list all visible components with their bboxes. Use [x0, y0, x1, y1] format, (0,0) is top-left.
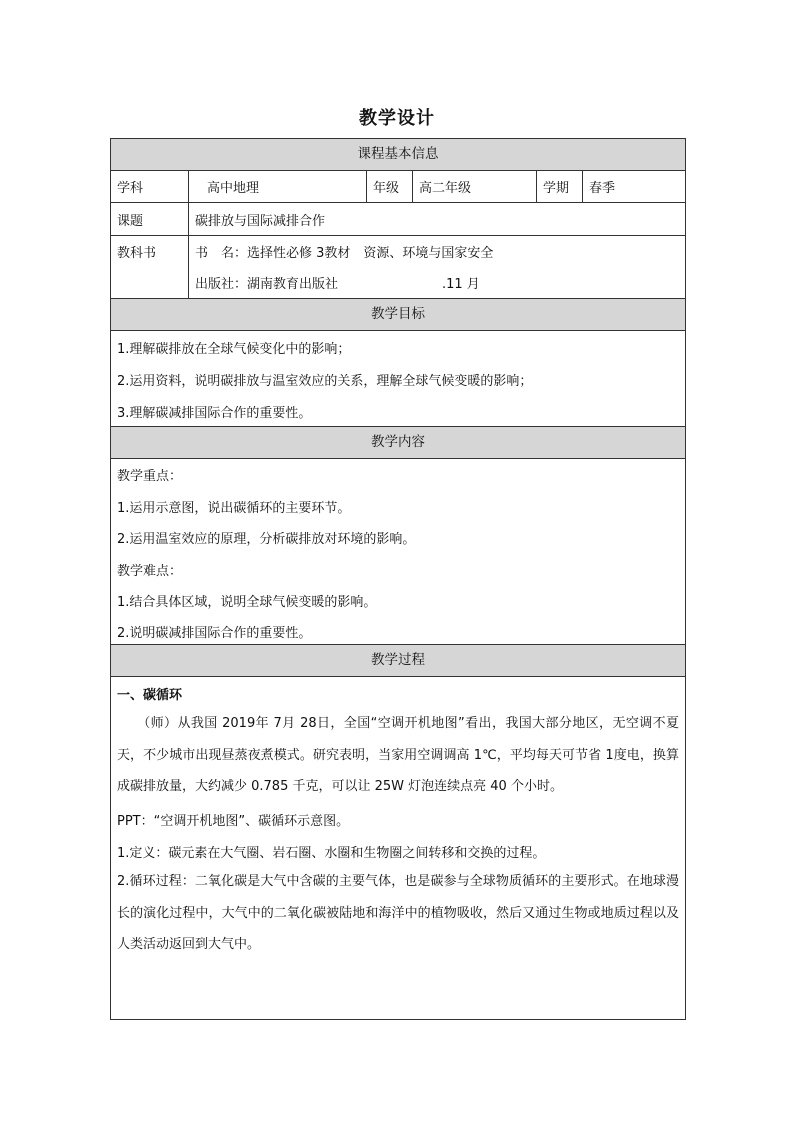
- subject-value: 高中地理: [189, 171, 367, 202]
- key-point-item: 2.运用温室效应的原理，分析碳排放对环境的影响。: [117, 532, 416, 547]
- topic-row: [111, 203, 685, 236]
- objectives-header-label: 教学目标: [371, 306, 425, 322]
- process-header-label: 教学过程: [371, 652, 425, 668]
- topic-value: 碳排放与国际减排合作: [195, 213, 326, 229]
- textbook-label: 教科书: [111, 236, 189, 298]
- content-header-label: 教学内容: [371, 434, 425, 450]
- grade-value: 高二年级: [413, 171, 537, 202]
- term-value: 春季: [589, 181, 616, 196]
- grade-label: 年级: [367, 171, 413, 202]
- textbook-name: 书 名：选择性必修 3教材 资源、环境与国家安全: [195, 246, 494, 261]
- content-header: [111, 427, 685, 459]
- textbook-row: [111, 236, 685, 299]
- topic-label: 课题: [111, 203, 189, 235]
- cycle-paragraph: 2.循环过程：二氧化碳是大气中含碳的主要气体，也是碳参与全球物质循环的主要形式。在地球漫长的演化过程中，大气中的二氧化碳被陆地和海洋中的植物吸收，然后又通过生物或地质过程以及人类活动返回到大气中。: [117, 874, 679, 952]
- objectives-header: [111, 299, 685, 331]
- objective-item: 2.运用资料，说明碳排放与温室效应的关系，理解全球气候变暖的影响；: [117, 374, 533, 389]
- lesson-plan-table: [110, 138, 686, 1020]
- subject-row: [111, 171, 685, 203]
- basic-info-header: [111, 139, 685, 171]
- content-body: [111, 459, 685, 645]
- ppt-note: PPT：“空调开机地图”、碳循环示意图。: [117, 814, 350, 829]
- process-header: [111, 645, 685, 677]
- difficulty-item: 2.说明碳减排国际合作的重要性。: [117, 626, 312, 641]
- page-title: 教学设计: [359, 108, 435, 129]
- intro-paragraph: （师）从我国 2019年 7月 28日，全国“空调开机地图”看出，我国大部分地区，无空调不夏天，不少城市出现昼蒸夜煮模式。研究表明，当家用空调调高 1℃，平均每天可节省 1度电，换算成碳排放量，大约减少 0.785 千克，可以让 25W 灯泡连续点亮 40 个小时。: [117, 716, 679, 794]
- basic-info-header-label: 课程基本信息: [357, 146, 439, 162]
- subject-label: 学科: [111, 171, 189, 202]
- textbook-value: [189, 236, 685, 298]
- key-point-item: 1.运用示意图，说出碳循环的主要环节。: [117, 501, 351, 516]
- difficulty-item: 1.结合具体区域，说明全球气候变暖的影响。: [117, 595, 377, 610]
- definition-text: 1.定义：碳元素在大气圈、岩石圈、水圈和生物圈之间转移和交换的过程。: [117, 846, 546, 861]
- objective-item: 1.理解碳排放在全球气候变化中的影响；: [117, 342, 351, 357]
- textbook-publisher: 出版社：湖南教育出版社 .11 月: [195, 277, 480, 292]
- objective-item: 3.理解碳减排国际合作的重要性。: [117, 406, 312, 421]
- difficulties-label: 教学难点：: [117, 564, 183, 579]
- process-body: [111, 677, 685, 1019]
- section-title: 一、碳循环: [117, 688, 183, 703]
- key-points-label: 教学重点：: [117, 469, 183, 484]
- term-label: 学期: [537, 171, 583, 202]
- objectives-body: [111, 331, 685, 427]
